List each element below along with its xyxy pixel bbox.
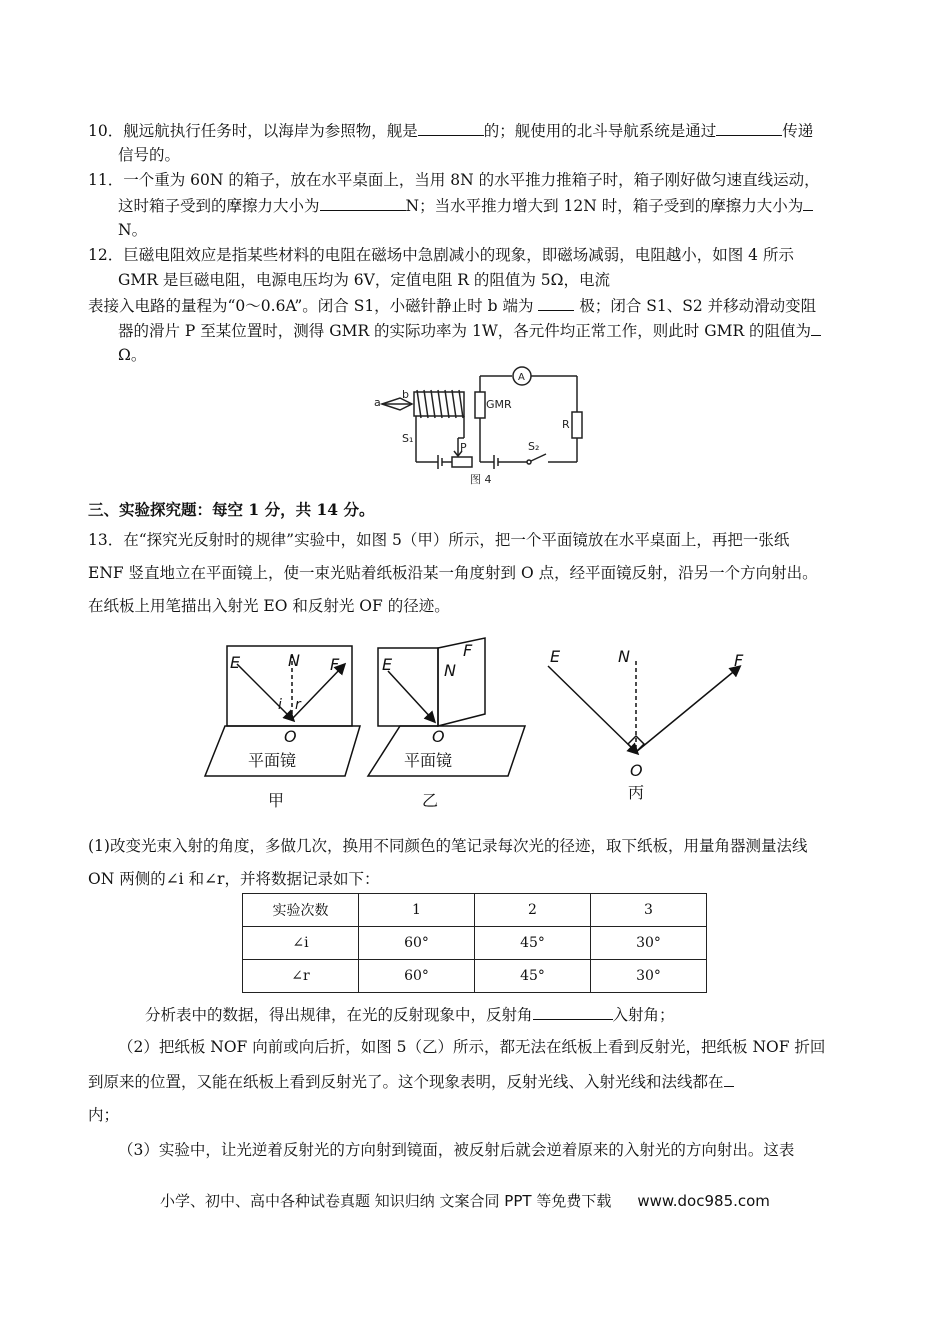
fig5-jia-i: i xyxy=(278,697,282,713)
figure-5-bing xyxy=(548,661,738,752)
figure-4-caption: 图 4 xyxy=(470,473,492,486)
q11-line1: 11．一个重为 60N 的箱子，放在水平桌面上，当用 8N 的水平推力推箱子时，箱子刚好做匀速直线运动， xyxy=(88,171,820,189)
part2-text-b: 到原来的位置，又能在纸板上看到反射光了。这个现象表明，反射光线、入射光线和法线都在 xyxy=(88,1073,724,1091)
switch-s2-contact xyxy=(527,460,531,464)
q10-text-b: 的；舰使用的北斗导航系统是通过 xyxy=(483,122,717,140)
table-cell: 30° xyxy=(591,927,707,960)
label-b: b xyxy=(402,388,409,401)
q12-line3 xyxy=(88,295,816,316)
part2-line1: （2）把纸板 NOF 向前或向后折，如图 5（乙）所示，都无法在纸板上看到反射光，把纸板 NOF 折回 xyxy=(118,1038,826,1056)
switch-s2-blade xyxy=(531,454,546,461)
fig5-yi-E: E xyxy=(382,655,393,674)
q11-text-c: N；当水平推力增大到 12N 时，箱子受到的摩擦力大小为 xyxy=(405,197,804,215)
fig5-jia-mirror-label: 平面镜 xyxy=(248,751,297,770)
q10-text-c: 传递 xyxy=(782,122,814,140)
q12-text-d: 极；闭合 S1、S2 并移动滑动变阻 xyxy=(579,297,817,315)
analysis-line xyxy=(145,1004,675,1025)
part1-line2: ON 两侧的∠i 和∠r，并将数据记录如下： xyxy=(88,870,380,888)
q10-blank-1 xyxy=(418,120,484,136)
table-header-row xyxy=(243,894,707,927)
label-gmr: GMR xyxy=(486,398,512,411)
fig5-bing-F: F xyxy=(734,651,744,670)
table-cell: 45° xyxy=(475,960,591,993)
table-header-cell: 实验次数 xyxy=(243,894,359,927)
q10-line1 xyxy=(88,120,813,141)
q12-blank-2 xyxy=(811,320,821,336)
fig5-bing-N: N xyxy=(618,647,630,666)
label-a: a xyxy=(374,396,381,409)
q10-line2: 信号的。 xyxy=(118,146,181,164)
q12-line2: GMR 是巨磁电阻，电源电压均为 6V，定值电阻 R 的阻值为 5Ω，电流 xyxy=(118,271,610,289)
table-header-cell: 1 xyxy=(359,894,475,927)
table-row xyxy=(243,927,707,960)
part1-line1: (1)改变光束入射的角度，多做几次，换用不同颜色的笔记录每次光的径迹，取下纸板，用量角器测量法线 xyxy=(88,837,808,855)
page-footer xyxy=(160,1190,770,1211)
q10-text-a: 10．舰远航执行任务时，以海岸为参照物，舰是 xyxy=(88,122,418,140)
footer-site-link[interactable]: www.doc985.com xyxy=(637,1192,770,1210)
analysis-text-b: 入射角； xyxy=(612,1006,675,1024)
rheostat xyxy=(452,457,472,467)
q12-line1: 12．巨磁电阻效应是指某些材料的电阻在磁场中急剧减小的现象，即磁场减弱，电阻越小，如图 4 所示 xyxy=(88,246,794,264)
part3-line1: （3）实验中，让光逆着反射光的方向射到镜面，被反射后就会逆着原来的入射光的方向射出。这表 xyxy=(118,1141,795,1159)
figure-5 xyxy=(200,636,780,816)
fig5-jia-F: F xyxy=(330,655,340,674)
q13-line2: ENF 竖直地立在平面镜上，使一束光贴着纸板沿某一角度射到 O 点，经平面镜反射，沿另一个方向射出。 xyxy=(88,564,818,582)
figure-4-circuit xyxy=(372,362,597,487)
incident-ray-bing xyxy=(548,666,636,752)
table-cell: 60° xyxy=(359,960,475,993)
fig5-yi-O: O xyxy=(432,727,445,746)
q11-line2 xyxy=(118,195,813,216)
table-row xyxy=(243,960,707,993)
reflected-ray-bing xyxy=(636,668,738,752)
data-table xyxy=(242,893,707,993)
fig5-bing-O: O xyxy=(630,761,643,780)
q11-blank-1 xyxy=(320,195,406,211)
paper-board-yi-folded xyxy=(438,638,485,726)
footer-text: 小学、初中、高中各种试卷真题 知识归纳 文案合同 PPT 等免费下载 xyxy=(160,1192,612,1210)
label-ammeter: A xyxy=(518,372,525,383)
fig5-jia-N: N xyxy=(288,651,300,670)
q12-blank-1 xyxy=(538,295,574,311)
part2-line2 xyxy=(88,1071,734,1092)
fig5-jia-O: O xyxy=(284,727,297,746)
fig5-yi-F: F xyxy=(463,641,473,660)
part2-blank xyxy=(724,1071,734,1087)
table-cell: ∠i xyxy=(243,927,359,960)
table-header-cell: 3 xyxy=(591,894,707,927)
fig5-yi-mirror-label: 平面镜 xyxy=(404,751,453,770)
fig5-jia-E: E xyxy=(230,653,241,672)
table-cell: 30° xyxy=(591,960,707,993)
label-r: R xyxy=(562,418,570,431)
q11-blank-2 xyxy=(803,195,813,211)
label-s1: S₁ xyxy=(402,432,414,445)
part2-line3: 内； xyxy=(88,1106,120,1124)
resistor-r xyxy=(572,412,582,438)
analysis-blank xyxy=(533,1004,613,1020)
q12-line4 xyxy=(118,320,821,341)
q11-line3: N。 xyxy=(118,221,148,239)
q13-line3: 在纸板上用笔描出入射光 EO 和反射光 OF 的径迹。 xyxy=(88,597,450,615)
section-3-heading: 三、实验探究题：每空 1 分，共 14 分。 xyxy=(88,500,375,519)
q12-text-c: 表接入电路的量程为“0～0.6A”。闭合 S1，小磁针静止时 b 端为 xyxy=(88,297,534,315)
table-cell: ∠r xyxy=(243,960,359,993)
q13-line1: 13．在“探究光反射时的规律”实验中，如图 5（甲）所示，把一个平面镜放在水平桌面上，再把一张纸 xyxy=(88,531,790,549)
table-cell: 60° xyxy=(359,927,475,960)
label-p: P xyxy=(460,441,467,454)
fig5-caption-bing: 丙 xyxy=(628,783,645,802)
fig5-caption-jia: 甲 xyxy=(268,791,285,810)
resistor-gmr xyxy=(475,392,485,418)
q10-blank-2 xyxy=(716,120,782,136)
fig5-bing-E: E xyxy=(550,647,561,666)
incident-ray-jia xyxy=(237,664,292,719)
solenoid-coil xyxy=(417,390,463,418)
table-cell: 45° xyxy=(475,927,591,960)
fig5-yi-N: N xyxy=(444,661,456,680)
table-header-cell: 2 xyxy=(475,894,591,927)
q12-text-e: 器的滑片 P 至某位置时，测得 GMR 的实际功率为 1W，各元件均正常工作，则此时 GMR 的阻值为 xyxy=(118,322,812,340)
q12-line5: Ω。 xyxy=(118,346,147,364)
fig5-jia-r: r xyxy=(295,697,301,713)
label-s2: S₂ xyxy=(528,440,540,453)
incident-ray-yi xyxy=(388,671,433,720)
fig5-caption-yi: 乙 xyxy=(422,791,439,810)
q11-text-b: 这时箱子受到的摩擦力大小为 xyxy=(118,197,320,215)
analysis-text-a: 分析表中的数据，得出规律，在光的反射现象中，反射角 xyxy=(145,1006,533,1024)
